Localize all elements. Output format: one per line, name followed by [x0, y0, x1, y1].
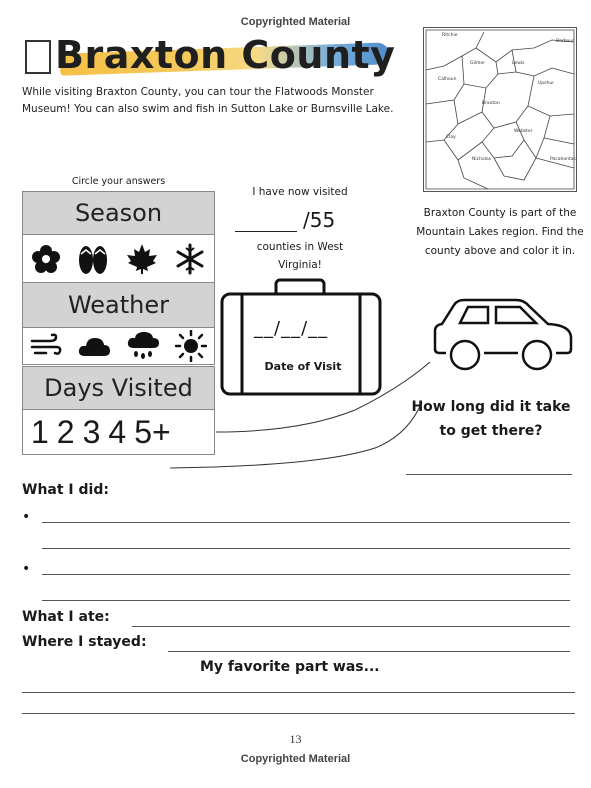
- wind-icon[interactable]: [30, 333, 62, 359]
- visited-total: /55: [303, 208, 336, 232]
- what-i-did-label: What I did:: [22, 482, 109, 498]
- map-label-calhoun: Calhoun: [438, 77, 457, 82]
- days-option-4[interactable]: 4: [108, 413, 127, 450]
- days-option-3[interactable]: 3: [82, 413, 101, 450]
- visited-count-input[interactable]: [235, 213, 297, 232]
- favorite-line-2[interactable]: [22, 713, 575, 714]
- title-checkbox[interactable]: [25, 40, 51, 74]
- how-long-question: How long did it take to get there?: [411, 399, 571, 439]
- map-label-clay: Clay: [446, 135, 456, 140]
- cloud-icon[interactable]: [77, 334, 111, 358]
- season-panel: [22, 191, 215, 283]
- favorite-part-label: My favorite part was...: [200, 659, 380, 675]
- snowflake-icon[interactable]: [174, 243, 206, 275]
- what-did-line-2[interactable]: [42, 548, 570, 549]
- how-long-answer-line[interactable]: [406, 474, 572, 475]
- map-label-upshur: Upshur: [538, 81, 555, 86]
- flower-icon[interactable]: [31, 244, 61, 274]
- page-title: Braxton County: [55, 33, 396, 77]
- days-option-2[interactable]: 2: [56, 413, 75, 450]
- header-copyright: Copyrighted Material: [240, 16, 351, 28]
- map-label-nicholas: Nicholas: [472, 157, 492, 162]
- map-caption: Braxton County is part of the Mountain Lakes region. Find the county above and color it in.: [416, 207, 584, 257]
- favorite-line-1[interactable]: [22, 692, 575, 693]
- intro-text: While visiting Braxton County, you can tour the Flatwoods Monster Museum! You can also swim and fish in Sutton Lake or Burnsville Lake.: [22, 86, 394, 115]
- date-of-visit-label: Date of Visit: [264, 360, 342, 373]
- what-i-ate-label: What I ate:: [22, 609, 110, 625]
- maple-leaf-icon[interactable]: [126, 243, 158, 275]
- map-label-pocahontas: Pocahontas: [550, 157, 576, 162]
- footer-copyright: Copyrighted Material: [240, 753, 351, 765]
- days-option-5plus[interactable]: 5+: [134, 413, 171, 450]
- season-heading: Season: [22, 191, 215, 235]
- bullet-1: •: [22, 509, 31, 525]
- map-label-webster: Webster: [514, 129, 533, 134]
- county-map[interactable]: [423, 27, 577, 192]
- circle-answers-label: Circle your answers: [71, 176, 166, 187]
- map-label-gilmer: Gilmer: [470, 61, 485, 66]
- what-did-line-3[interactable]: [42, 574, 570, 575]
- bullet-2: •: [22, 561, 31, 577]
- visited-suffix: counties in West Virginia!: [256, 241, 344, 271]
- map-label-barbour: Barbour: [556, 39, 575, 44]
- where-stayed-line[interactable]: [168, 651, 570, 652]
- map-label-lewis: Lewis: [512, 61, 525, 66]
- page-number: 13: [289, 732, 302, 746]
- map-label-ritchie: Ritchie: [442, 33, 458, 38]
- weather-heading: Weather: [22, 282, 215, 328]
- date-of-visit-input[interactable]: __/__/__: [254, 318, 329, 339]
- what-did-line-1[interactable]: [42, 522, 570, 523]
- county-map-outline: [424, 28, 576, 191]
- what-ate-line[interactable]: [132, 626, 570, 627]
- visited-count: [235, 208, 375, 232]
- what-did-line-4[interactable]: [42, 600, 570, 601]
- map-label-braxton: Braxton: [482, 101, 500, 106]
- where-stayed-label: Where I stayed:: [22, 634, 147, 650]
- visited-prefix: I have now visited: [252, 186, 348, 198]
- days-heading: Days Visited: [22, 366, 215, 410]
- days-option-1[interactable]: 1: [31, 413, 49, 450]
- flip-flops-icon[interactable]: [77, 242, 109, 276]
